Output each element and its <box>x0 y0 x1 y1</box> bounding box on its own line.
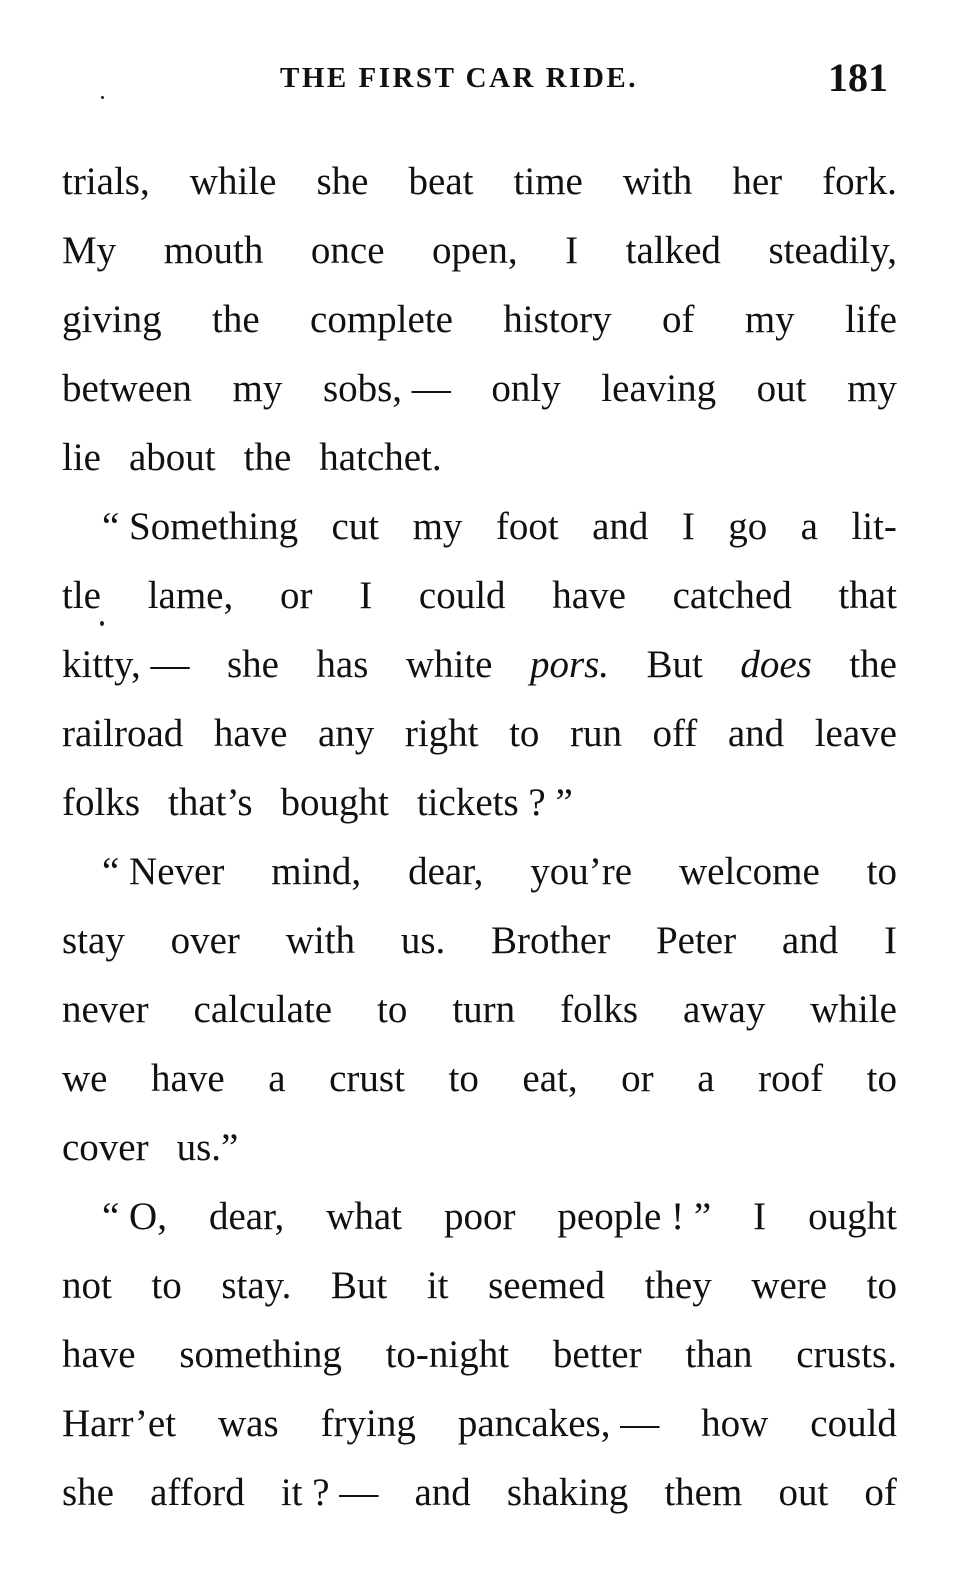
text-line <box>62 837 897 906</box>
word: poor <box>443 1195 516 1238</box>
word: has <box>316 643 369 686</box>
word: people ! ” <box>557 1195 712 1238</box>
word: out <box>756 367 807 410</box>
running-head: THE FIRST CAR RIDE. <box>280 62 638 94</box>
text-line <box>62 147 897 216</box>
word: welcome <box>678 850 820 893</box>
word: was <box>217 1402 279 1445</box>
word: to <box>151 1264 182 1307</box>
text-line <box>62 1113 897 1182</box>
word: tle <box>62 574 101 617</box>
word: catched <box>672 574 792 617</box>
text-line <box>62 906 897 975</box>
text-line <box>62 699 897 768</box>
word: lame, <box>147 574 234 617</box>
word: I <box>883 919 897 962</box>
word: pancakes, — <box>457 1402 660 1445</box>
word: stay. <box>221 1264 292 1307</box>
word: time <box>513 160 583 203</box>
word: steadily, <box>768 229 897 272</box>
word: while <box>189 160 277 203</box>
word: what <box>326 1195 402 1238</box>
text-line <box>62 423 897 492</box>
word: they <box>644 1264 712 1307</box>
word: fork. <box>822 160 897 203</box>
text-line <box>62 1044 897 1113</box>
word: over <box>170 919 240 962</box>
word: between <box>62 367 192 410</box>
word: it ? — <box>280 1471 379 1514</box>
word: once <box>310 229 385 272</box>
word: a <box>268 1057 286 1100</box>
word: shaking <box>506 1471 629 1514</box>
word: Harr’et <box>62 1402 177 1445</box>
text-line <box>62 975 897 1044</box>
word: dear, <box>408 850 484 893</box>
word: us.” <box>176 1126 239 1169</box>
word: and <box>727 712 785 755</box>
word: that’s <box>168 781 253 824</box>
word: pors. <box>529 643 610 686</box>
word: have <box>62 1333 136 1376</box>
word: crusts. <box>796 1333 897 1376</box>
word: “ Something <box>102 505 299 548</box>
word: cover <box>62 1126 149 1169</box>
word: bought <box>280 781 389 824</box>
word: go <box>728 505 768 548</box>
word: mind, <box>271 850 362 893</box>
word: to <box>377 988 408 1031</box>
word: with <box>622 160 693 203</box>
word: Brother <box>491 919 611 962</box>
page-header <box>0 52 961 108</box>
text-line <box>62 492 897 561</box>
word: us. <box>400 919 446 962</box>
word: hatchet. <box>319 436 442 479</box>
word: about <box>128 436 216 479</box>
word: the <box>849 643 897 686</box>
word: with <box>285 919 356 962</box>
text-line <box>62 285 897 354</box>
word: have <box>552 574 626 617</box>
word: white <box>405 643 493 686</box>
word: I <box>753 1195 767 1238</box>
word: tickets ? ” <box>416 781 573 824</box>
word: she <box>316 160 369 203</box>
word: does <box>740 643 812 686</box>
word: that <box>838 574 897 617</box>
word: calculate <box>193 988 333 1031</box>
word: lie <box>62 436 101 479</box>
word: to <box>866 1264 897 1307</box>
word: to <box>448 1057 479 1100</box>
word: giving <box>62 298 162 341</box>
word: “ O, <box>102 1195 167 1238</box>
word: and <box>414 1471 471 1514</box>
word: off <box>652 712 698 755</box>
word: away <box>683 988 766 1031</box>
word: stay <box>62 919 125 962</box>
word: kitty, — <box>62 643 190 686</box>
word: and <box>592 505 649 548</box>
word: “ Never <box>102 850 225 893</box>
word: my <box>232 367 283 410</box>
word: have <box>213 712 288 755</box>
word: frying <box>320 1402 416 1445</box>
word: complete <box>310 298 453 341</box>
word: seemed <box>488 1264 606 1307</box>
word: them <box>664 1471 743 1514</box>
word: my <box>847 367 897 410</box>
word: it <box>426 1264 449 1307</box>
word: I <box>681 505 695 548</box>
word: Peter <box>655 919 737 962</box>
word: ought <box>808 1195 897 1238</box>
word: crust <box>329 1057 405 1100</box>
word: she <box>226 643 279 686</box>
word: to-night <box>385 1333 510 1376</box>
word: life <box>845 298 897 341</box>
word: only <box>491 367 561 410</box>
word: right <box>404 712 479 755</box>
word: I <box>359 574 373 617</box>
word: how <box>701 1402 769 1445</box>
word: roof <box>758 1057 824 1100</box>
word: a <box>697 1057 715 1100</box>
word: to <box>509 712 540 755</box>
word: folks <box>560 988 639 1031</box>
word: not <box>62 1264 112 1307</box>
word: could <box>418 574 506 617</box>
word: any <box>317 712 375 755</box>
word: out <box>778 1471 829 1514</box>
text-line <box>62 768 897 837</box>
word: my <box>744 298 795 341</box>
word: talked <box>625 229 721 272</box>
word: a <box>800 505 818 548</box>
word: leaving <box>601 367 717 410</box>
word: beat <box>408 160 474 203</box>
word: But <box>646 643 703 686</box>
word: of <box>661 298 695 341</box>
text-line <box>62 1251 897 1320</box>
word: eat, <box>522 1057 578 1100</box>
word: afford <box>150 1471 245 1514</box>
word: run <box>569 712 622 755</box>
word: sobs, — <box>322 367 451 410</box>
word: dear, <box>208 1195 285 1238</box>
word: we <box>62 1057 108 1100</box>
text-line <box>62 354 897 423</box>
word: cut <box>331 505 380 548</box>
text-line <box>62 561 897 630</box>
word: the <box>243 436 292 479</box>
word: I <box>565 229 579 272</box>
word: you’re <box>530 850 633 893</box>
word: open, <box>432 229 518 272</box>
word: But <box>330 1264 388 1307</box>
word: My <box>62 229 117 272</box>
word: she <box>62 1471 114 1514</box>
word: foot <box>495 505 559 548</box>
text-line <box>62 1182 897 1251</box>
word: and <box>781 919 839 962</box>
word: or <box>621 1057 654 1100</box>
word: trials, <box>62 160 150 203</box>
word: turn <box>452 988 516 1031</box>
word: have <box>151 1057 225 1100</box>
word: could <box>810 1402 897 1445</box>
word: lit- <box>851 505 897 548</box>
word: something <box>179 1333 342 1376</box>
word: railroad <box>62 712 184 755</box>
body-text <box>62 147 897 1527</box>
word: leave <box>814 712 897 755</box>
word: were <box>751 1264 828 1307</box>
word: than <box>685 1333 753 1376</box>
word: of <box>864 1471 897 1514</box>
word: never <box>62 988 149 1031</box>
text-line <box>62 216 897 285</box>
word: better <box>552 1333 642 1376</box>
text-line <box>62 1389 897 1458</box>
word: or <box>279 574 313 617</box>
word: to <box>866 1057 897 1100</box>
word: history <box>503 298 612 341</box>
word: folks <box>62 781 140 824</box>
text-line <box>62 1320 897 1389</box>
word: mouth <box>163 229 264 272</box>
word: my <box>412 505 463 548</box>
text-line <box>62 630 897 699</box>
word: to <box>866 850 897 893</box>
word: the <box>212 298 260 341</box>
text-line <box>62 1458 897 1527</box>
page-number: 181 <box>828 55 888 100</box>
word: while <box>810 988 897 1031</box>
word: her <box>732 160 783 203</box>
